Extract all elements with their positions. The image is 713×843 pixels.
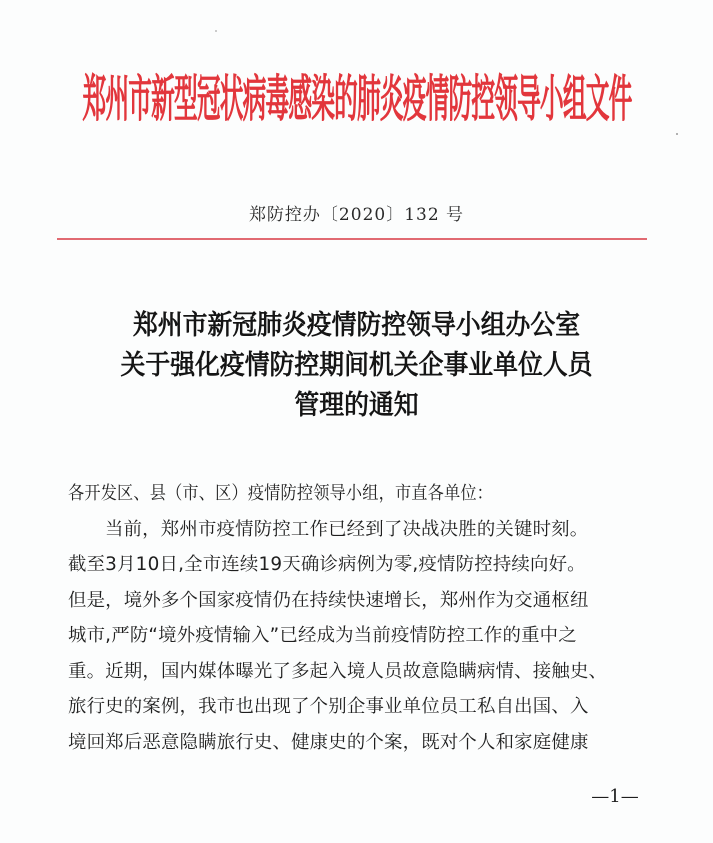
body-line: 当前，郑州市疫情防控工作已经到了决战决胜的关键时刻。 <box>105 518 589 540</box>
page-number: —1— <box>591 786 639 807</box>
title-line-1: 郑州市新冠肺炎疫情防控领导小组办公室 <box>132 310 581 341</box>
document-body <box>68 476 648 760</box>
body-line: 但是，境外多个国家疫情仍在持续快速增长，郑州作为交通枢纽 <box>68 589 589 611</box>
body-line: 城市,严防“境外疫情输入”已经成为当前疫情防控工作的重中之 <box>68 625 577 646</box>
body-line: 重。近期，国内媒体曝光了多起入境人员故意隐瞒病情、接触史、 <box>68 660 608 682</box>
title-line-3: 管理的通知 <box>294 390 419 421</box>
masthead <box>0 58 713 130</box>
scan-speck <box>215 30 217 32</box>
notice-title <box>0 306 713 426</box>
scan-speck <box>676 133 678 135</box>
body-line: 境回郑后恶意隐瞒旅行史、健康史的个案，既对个人和家庭健康 <box>68 731 589 753</box>
red-divider-line <box>57 238 647 240</box>
masthead-title: 郑州市新型冠状病毒感染的肺炎疫情防控领导小组文件 <box>81 70 632 129</box>
addressee: 各开发区、县（市、区）疫情防控领导小组，市直各单位： <box>68 483 494 504</box>
body-line: 截至3月10日,全市连续19天确诊病例为零,疫情防控持续向好。 <box>68 554 586 575</box>
document-number: 郑防控办〔2020〕132 号 <box>248 205 465 225</box>
title-line-2: 关于强化疫情防控期间机关企事业单位人员 <box>120 350 593 381</box>
body-line: 旅行史的案例，我市也出现了个别企事业单位员工私自出国、入 <box>68 696 589 717</box>
